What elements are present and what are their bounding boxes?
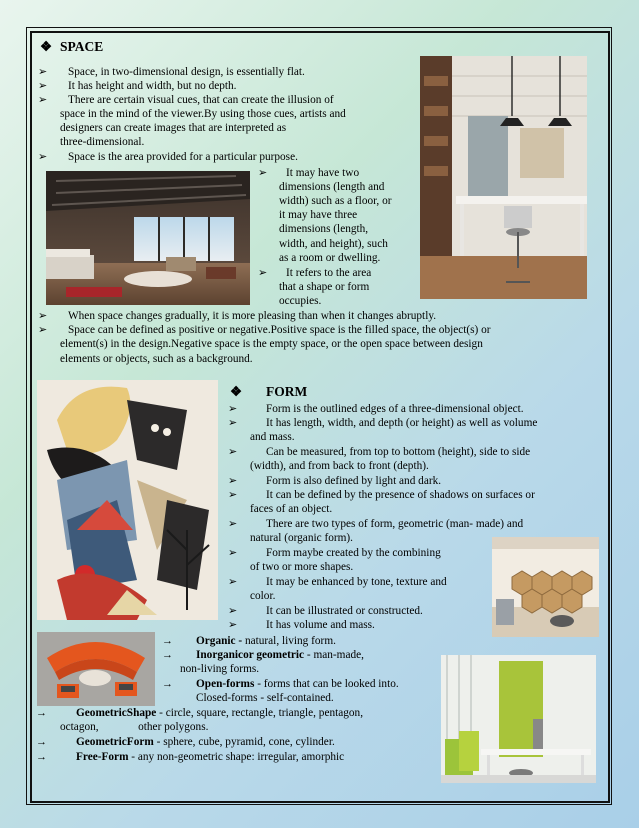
arrow-bullet-icon: → — [162, 649, 173, 661]
space-line-12: dimensions (length, — [279, 223, 369, 235]
honeycomb-shelf-photo — [492, 537, 599, 637]
form-type-open: Open-forms - forms that can be looked into. — [196, 678, 399, 690]
arrowhead-bullet-icon: ➢ — [228, 576, 238, 588]
form-type-closed: Closed-forms - self-contained. — [196, 692, 334, 704]
arrowhead-bullet-icon: ➢ — [38, 310, 48, 322]
arrowhead-bullet-icon: ➢ — [228, 605, 238, 617]
arrow-bullet-icon: → — [162, 678, 173, 690]
form-line-3: and mass. — [250, 431, 295, 443]
diamond-bullet-icon: ❖ — [230, 384, 243, 399]
arrowhead-bullet-icon: ➢ — [228, 489, 238, 501]
form-line-14: color. — [250, 590, 276, 602]
form-type-inorganic-cont: non-living forms. — [180, 663, 260, 675]
form-line-4: Can be measured, from top to bottom (height), side to side — [266, 446, 531, 458]
form-type-organic: Organic - natural, living form. — [196, 635, 336, 647]
form-line-7: It can be defined by the presence of shadows on surfaces or — [266, 489, 535, 501]
space-line-9: dimensions (length and — [279, 181, 385, 193]
living-room-photo — [46, 171, 250, 305]
form-type-inorganic: Inorganicor geometric - man-made, — [196, 649, 364, 661]
space-line-10: width) such as a floor, or — [279, 195, 392, 207]
arrowhead-bullet-icon: ➢ — [38, 324, 48, 336]
form-line-9: There are two types of form, geometric (man- made) and — [266, 518, 524, 530]
arrowhead-bullet-icon: ➢ — [38, 151, 48, 163]
arrow-bullet-icon: → — [162, 635, 173, 647]
arrowhead-bullet-icon: ➢ — [228, 619, 238, 631]
space-line-20: element(s) in the design.Negative space is the empty space, or the open space between design — [60, 338, 483, 350]
arrow-bullet-icon: → — [36, 707, 47, 719]
form-line-13: It may be enhanced by tone, texture and — [266, 576, 447, 588]
arrowhead-bullet-icon: ➢ — [228, 417, 238, 429]
form-type-geometric-shape: GeometricShape - circle, square, rectangle, triangle, pentagon, — [76, 707, 364, 719]
form-type-free-form: Free-Form - any non-geometric shape: irregular, amorphic — [76, 751, 345, 763]
form-line-12: of two or more shapes. — [250, 561, 354, 573]
form-line-15: It can be illustrated or constructed. — [266, 605, 423, 617]
arrowhead-bullet-icon: ➢ — [228, 518, 238, 530]
form-line-11: Form maybe created by the combining — [266, 547, 441, 559]
space-line-7: Space is the area provided for a particular purpose. — [68, 151, 298, 163]
diamond-bullet-icon: ❖ — [40, 39, 53, 54]
arrowhead-bullet-icon: ➢ — [228, 403, 238, 415]
form-heading: FORM — [266, 384, 308, 399]
arrowhead-bullet-icon: ➢ — [228, 547, 238, 559]
arrowhead-bullet-icon: ➢ — [258, 267, 268, 279]
green-office-photo — [441, 655, 596, 783]
space-line-4: space in the mind of the viewer.By using those cues, artists and — [60, 108, 346, 120]
space-line-14: as a room or dwelling. — [279, 252, 381, 264]
space-line-19: Space can be defined as positive or negative.Positive space is the filled space, the object(s) or — [68, 324, 491, 336]
arrowhead-bullet-icon: ➢ — [38, 80, 48, 92]
form-line-2: It has length, width, and depth (or height) as well as volume — [266, 417, 538, 429]
space-line-6: three-dimensional. — [60, 136, 145, 148]
space-line-17: occupies. — [279, 295, 322, 307]
arrowhead-bullet-icon: ➢ — [258, 167, 268, 179]
orange-sofa-photo — [37, 632, 155, 706]
arrow-bullet-icon: → — [36, 751, 47, 763]
arrowhead-bullet-icon: ➢ — [228, 446, 238, 458]
space-line-15: It refers to the area — [286, 267, 372, 279]
arrowhead-bullet-icon: ➢ — [38, 94, 48, 106]
space-heading: SPACE — [60, 39, 104, 54]
studio-interior-photo — [420, 56, 587, 299]
space-line-8: It may have two — [286, 167, 360, 179]
form-line-6: Form is also defined by light and dark. — [266, 475, 442, 487]
abstract-illustration — [37, 380, 218, 620]
space-line-21: elements or objects, such as a background. — [60, 353, 253, 365]
space-line-13: width, and height), such — [279, 238, 388, 250]
form-type-geometric-form: GeometricForm - sphere, cube, pyramid, cone, cylinder. — [76, 736, 335, 748]
form-line-10: natural (organic form). — [250, 532, 353, 544]
space-line-11: it may have three — [279, 209, 358, 221]
space-line-18: When space changes gradually, it is more pleasing than when it changes abruptly. — [68, 310, 437, 322]
form-line-1: Form is the outlined edges of a three-dimensional object. — [266, 403, 524, 415]
arrowhead-bullet-icon: ➢ — [38, 66, 48, 78]
form-line-5: (width), and from back to front (depth). — [250, 460, 429, 472]
form-type-geometric-shape-cont: octagon, other polygons. — [60, 721, 209, 733]
space-line-5: designers can create images that are interpreted as — [60, 122, 287, 134]
space-line-16: that a shape or form — [279, 281, 370, 293]
arrow-bullet-icon: → — [36, 736, 47, 748]
form-line-16: It has volume and mass. — [266, 619, 375, 631]
form-line-8: faces of an object. — [250, 503, 333, 515]
space-line-2: It has height and width, but no depth. — [68, 80, 237, 92]
arrowhead-bullet-icon: ➢ — [228, 475, 238, 487]
space-line-1: Space, in two-dimensional design, is essentially flat. — [68, 66, 305, 78]
space-line-3: There are certain visual cues, that can create the illusion of — [68, 94, 334, 106]
